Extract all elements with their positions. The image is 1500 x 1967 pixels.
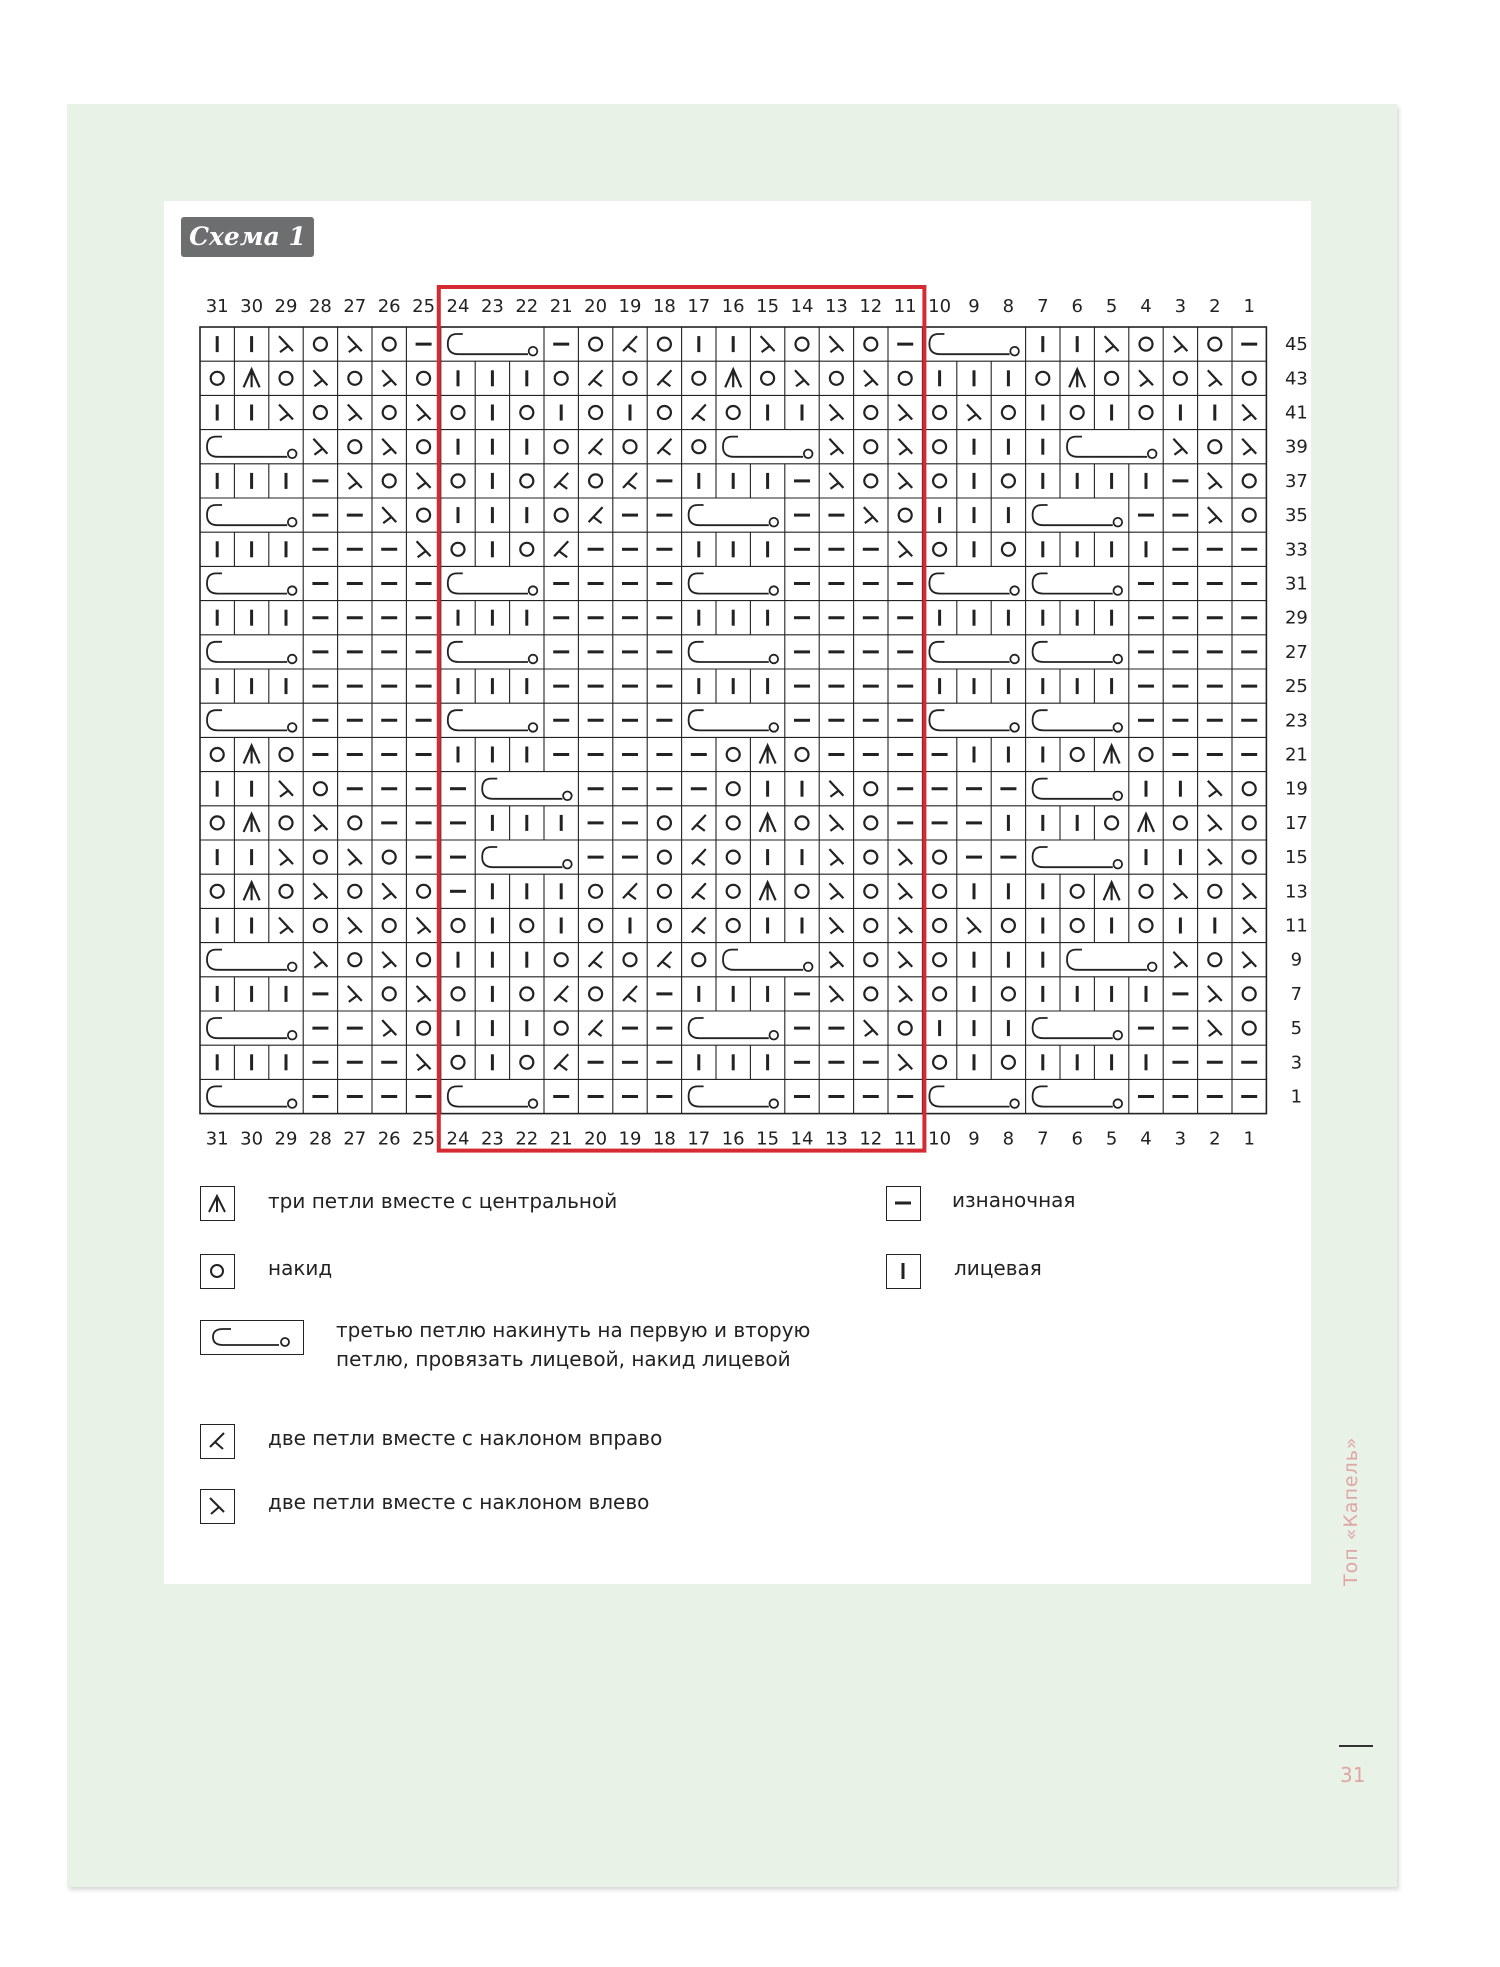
row-number: 35 xyxy=(1284,505,1308,527)
row-number: 41 xyxy=(1284,402,1308,424)
row-number: 21 xyxy=(1284,744,1308,766)
legend-symbol-yarn-over xyxy=(200,1254,235,1289)
column-number-bottom: 16 xyxy=(721,1128,745,1150)
column-number-top: 20 xyxy=(584,296,608,317)
column-number-bottom: 20 xyxy=(584,1128,608,1150)
row-number: 13 xyxy=(1284,881,1308,903)
legend-label-yarn-over: накид xyxy=(268,1256,333,1280)
legend-symbol-purl xyxy=(886,1186,921,1221)
legend-label-cable-three: третью петлю накинуть на первую и вторую петлю, провязать лицевой, накид лицевой xyxy=(336,1318,811,1371)
cable-three-icon xyxy=(201,1321,301,1353)
row-number: 17 xyxy=(1284,812,1308,834)
column-number-top: 25 xyxy=(412,296,436,317)
column-number-top: 18 xyxy=(652,296,676,317)
column-number-bottom: 9 xyxy=(968,1128,980,1150)
column-number-top: 3 xyxy=(1174,296,1187,317)
column-number-top: 14 xyxy=(790,296,814,317)
row-number: 25 xyxy=(1284,676,1308,698)
row-number: 33 xyxy=(1284,539,1308,561)
column-number-bottom: 27 xyxy=(343,1128,367,1150)
column-number-bottom: 24 xyxy=(446,1128,470,1150)
yarn-over-icon xyxy=(201,1255,233,1287)
column-number-top: 19 xyxy=(618,296,642,317)
column-number-bottom: 7 xyxy=(1037,1128,1049,1150)
legend-label-three-together: три петли вместе с центральной xyxy=(268,1189,618,1213)
k2tog-left-icon xyxy=(201,1490,233,1522)
column-number-bottom: 21 xyxy=(549,1128,573,1150)
page-number: 31 xyxy=(1340,1763,1366,1787)
legend-label-k2tog-left: две петли вместе с наклоном влево xyxy=(268,1490,650,1514)
knit-icon xyxy=(887,1255,919,1287)
column-number-bottom: 14 xyxy=(790,1128,814,1150)
row-number: 3 xyxy=(1290,1052,1303,1074)
column-number-bottom: 26 xyxy=(377,1128,401,1150)
row-number: 45 xyxy=(1284,334,1308,356)
column-number-top: 28 xyxy=(308,296,332,317)
column-number-bottom: 1 xyxy=(1243,1128,1255,1150)
column-number-top: 4 xyxy=(1140,296,1152,317)
legend-symbol-k2tog-left xyxy=(200,1489,235,1524)
purl-icon xyxy=(887,1187,919,1219)
column-number-top: 5 xyxy=(1105,296,1118,317)
column-number-top: 22 xyxy=(515,296,539,317)
column-number-bottom: 30 xyxy=(240,1128,264,1150)
legend-label-k2tog-right: две петли вместе с наклоном вправо xyxy=(268,1426,663,1450)
column-number-top: 13 xyxy=(824,296,848,317)
three-together-icon xyxy=(201,1187,233,1219)
column-number-top: 8 xyxy=(1002,296,1015,317)
column-number-top: 17 xyxy=(687,296,711,317)
column-number-bottom: 18 xyxy=(652,1128,676,1150)
row-number: 29 xyxy=(1284,607,1308,629)
legend-symbol-k2tog-right xyxy=(200,1424,235,1459)
column-number-top: 1 xyxy=(1243,296,1255,317)
column-number-bottom: 19 xyxy=(618,1128,642,1150)
legend-symbol-knit xyxy=(886,1254,921,1289)
column-number-top: 10 xyxy=(928,296,952,317)
row-number: 11 xyxy=(1284,915,1308,937)
legend-label-knit: лицевая xyxy=(954,1256,1042,1280)
column-number-top: 30 xyxy=(240,296,264,317)
column-number-bottom: 25 xyxy=(412,1128,436,1150)
column-number-top: 16 xyxy=(721,296,745,317)
column-number-bottom: 11 xyxy=(893,1128,917,1150)
column-number-bottom: 13 xyxy=(824,1128,848,1150)
column-number-top: 26 xyxy=(377,296,401,317)
column-number-bottom: 2 xyxy=(1209,1128,1221,1150)
column-number-bottom: 4 xyxy=(1140,1128,1152,1150)
row-number: 27 xyxy=(1284,641,1308,663)
column-number-bottom: 5 xyxy=(1105,1128,1118,1150)
row-number: 1 xyxy=(1290,1086,1303,1108)
row-number: 19 xyxy=(1284,778,1308,800)
column-number-bottom: 23 xyxy=(480,1128,504,1150)
column-number-top: 23 xyxy=(480,296,504,317)
row-number: 9 xyxy=(1290,949,1303,971)
column-number-bottom: 6 xyxy=(1071,1128,1083,1150)
column-number-top: 31 xyxy=(205,296,229,317)
row-number: 7 xyxy=(1290,983,1303,1005)
legend-label-purl: изнаночная xyxy=(952,1188,1076,1212)
column-number-bottom: 10 xyxy=(928,1128,952,1150)
column-number-top: 6 xyxy=(1071,296,1083,317)
k2tog-right-icon xyxy=(201,1425,233,1457)
column-number-top: 27 xyxy=(343,296,367,317)
legend-symbol-three-together xyxy=(200,1186,235,1221)
column-number-bottom: 29 xyxy=(274,1128,298,1150)
column-number-bottom: 12 xyxy=(859,1128,883,1150)
row-number: 39 xyxy=(1284,436,1308,458)
column-number-top: 2 xyxy=(1209,296,1221,317)
column-number-bottom: 3 xyxy=(1174,1128,1187,1150)
column-number-bottom: 28 xyxy=(308,1128,332,1150)
side-title: Топ «Капель» xyxy=(1340,1436,1362,1586)
row-number: 43 xyxy=(1284,368,1308,390)
column-number-bottom: 22 xyxy=(515,1128,539,1150)
row-number: 23 xyxy=(1284,710,1308,732)
column-number-top: 11 xyxy=(893,296,917,317)
column-number-bottom: 31 xyxy=(205,1128,229,1150)
legend-symbol-cable-three xyxy=(200,1320,304,1355)
column-number-top: 24 xyxy=(446,296,470,317)
column-number-top: 29 xyxy=(274,296,298,317)
side-divider xyxy=(1339,1745,1373,1747)
row-number: 31 xyxy=(1284,573,1308,595)
column-number-bottom: 15 xyxy=(756,1128,780,1150)
row-number: 5 xyxy=(1290,1018,1303,1040)
column-number-top: 7 xyxy=(1037,296,1049,317)
row-number: 37 xyxy=(1284,470,1308,492)
row-number: 15 xyxy=(1284,847,1308,869)
column-number-bottom: 8 xyxy=(1002,1128,1015,1150)
scheme-title-badge: Схема 1 xyxy=(181,217,314,257)
column-number-top: 12 xyxy=(859,296,883,317)
column-number-top: 21 xyxy=(549,296,573,317)
column-number-bottom: 17 xyxy=(687,1128,711,1150)
column-number-top: 9 xyxy=(968,296,980,317)
column-number-top: 15 xyxy=(756,296,780,317)
